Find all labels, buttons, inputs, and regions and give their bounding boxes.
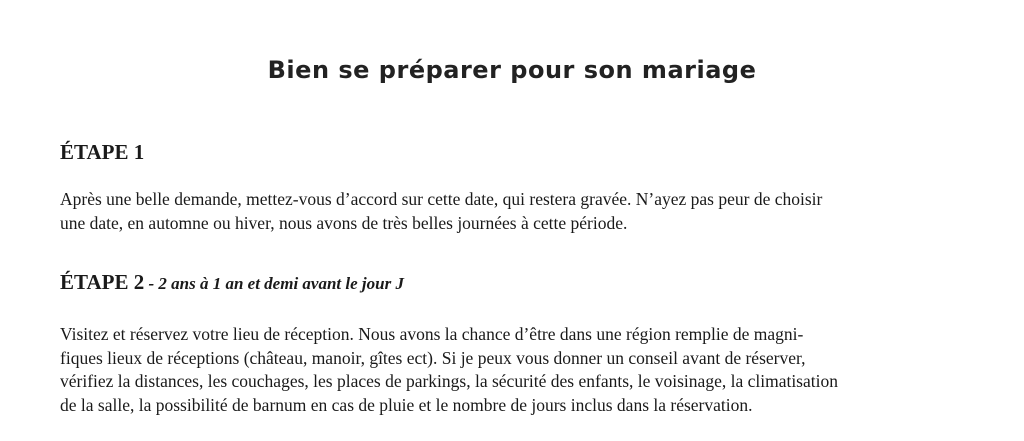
step-1-paragraph (60, 188, 822, 235)
text-line: de la salle, la possibilité de barnum en cas de pluie et le nombre de jours inclus dans la réservation. (60, 394, 753, 415)
step-2-label: ÉTAPE 2 (60, 270, 145, 294)
step-2-paragraph (60, 323, 838, 417)
text-line: fiques lieux de réceptions (château, manoir, gîtes ect). Si je peux vous donner un conseil avant de réserver, (60, 347, 806, 368)
text-line: Après une belle demande, mettez-vous d’accord sur cette date, qui restera gravée. N’ayez pas peur de choisir (60, 189, 823, 209)
step-1-heading (60, 140, 144, 165)
text-line: Visitez et réservez votre lieu de réception. Nous avons la chance d’être dans une région remplie de magni- (60, 324, 804, 344)
step-2-subtitle: - 2 ans à 1 an et demi avant le jour J (144, 274, 404, 293)
page-title: Bien se préparer pour son mariage (267, 56, 757, 84)
text-line: une date, en automne ou hiver, nous avons de très belles journées à cette période. (60, 212, 628, 233)
text-line: vérifiez la distances, les couchages, les places de parkings, la sécurité des enfants, le voisinage, la climatisation (60, 371, 838, 391)
step-1-label: ÉTAPE 1 (60, 140, 145, 164)
step-2-heading (60, 270, 404, 295)
